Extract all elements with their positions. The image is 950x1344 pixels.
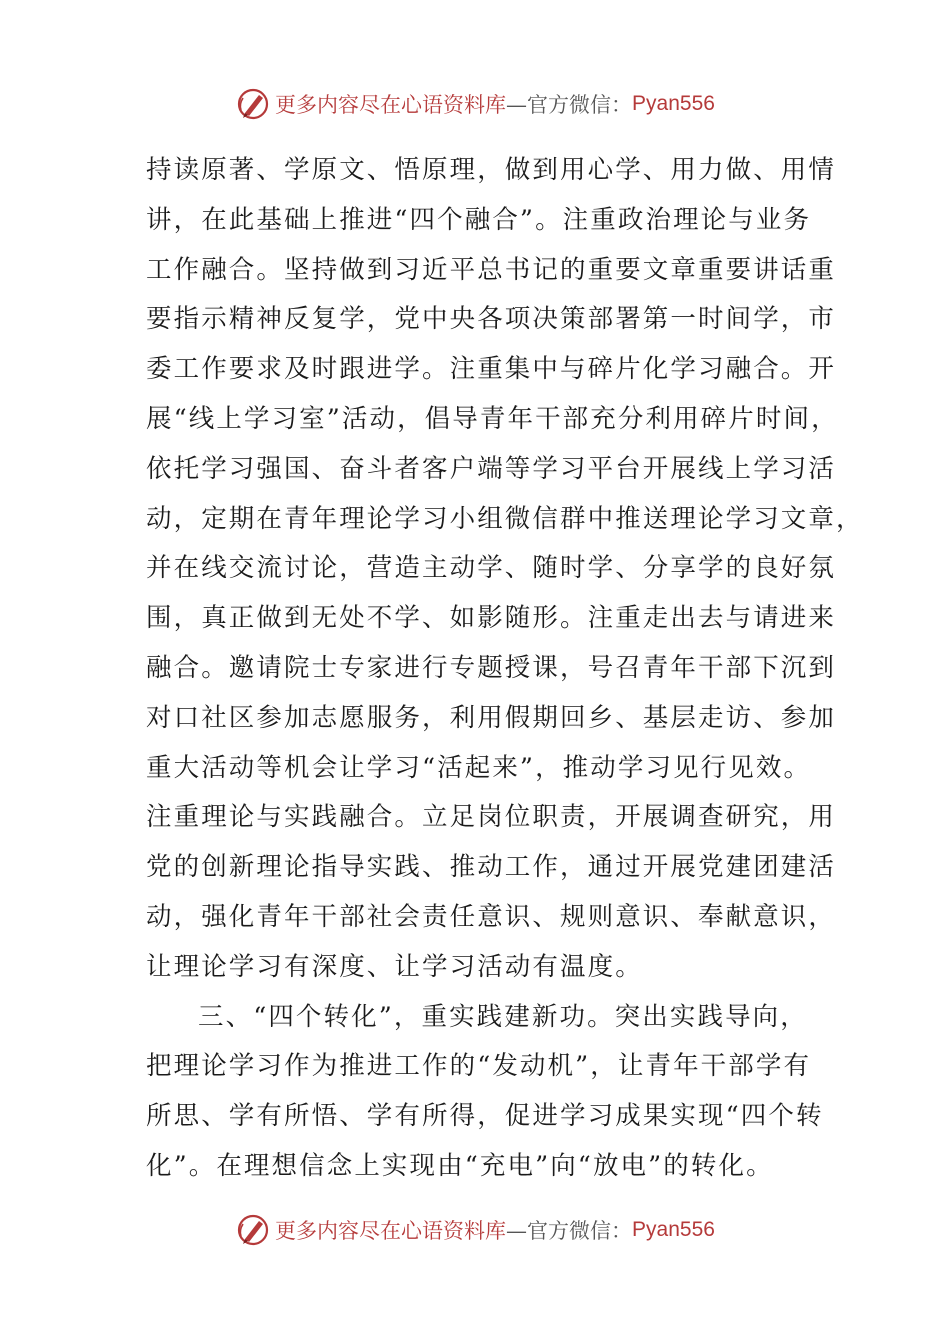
pen-logo-icon — [235, 1212, 271, 1248]
banner-wechat-id: Pyan556 — [632, 92, 715, 115]
paragraph-start-line: 三、“四个转化”，重实践建新功。突出实践导向， — [198, 1001, 808, 1032]
text-line: 动，强化青年干部社会责任意识、规则意识、奉献意识， — [146, 901, 837, 932]
text-line: 把理论学习作为推进工作的“发动机”，让青年干部学有 — [146, 1051, 812, 1082]
text-line: 展“线上学习室”活动，倡导青年干部充分利用碎片时间， — [146, 403, 839, 434]
text-line: 委工作要求及时跟进学。注重集中与碎片化学习融合。开 — [146, 354, 837, 385]
pen-logo-icon — [235, 86, 271, 122]
text-line: 重大活动等机会让学习“活起来”，推动学习见行见效。 — [146, 752, 812, 783]
text-line: 党的创新理论指导实践、推动工作，通过开展党建团建活 — [146, 852, 837, 883]
banner-wechat-label: —官方微信： — [506, 93, 633, 117]
banner-wechat-id: Pyan556 — [632, 1218, 715, 1241]
banner-wechat-label: —官方微信： — [506, 1219, 633, 1243]
text-line: 让理论学习有深度、让学习活动有温度。 — [146, 951, 643, 982]
text-line: 动，定期在青年理论学习小组微信群中推送理论学习文章， — [146, 503, 864, 534]
header-watermark-banner — [0, 84, 950, 124]
text-line: 融合。邀请院士专家进行专题授课，号召青年干部下沉到 — [146, 652, 837, 683]
text-line: 要指示精神反复学，党中央各项决策部署第一时间学，市 — [146, 304, 837, 335]
text-line: 化”。在理想信念上实现由“充电”向“放电”的转化。 — [146, 1150, 774, 1181]
text-line: 围，真正做到无处不学、如影随形。注重走出去与请进来 — [146, 603, 837, 634]
text-line: 并在线交流讨论，营造主动学、随时学、分享学的良好氛 — [146, 553, 837, 584]
text-line: 讲，在此基础上推进“四个融合”。注重政治理论与业务 — [146, 204, 812, 235]
footer-watermark-banner — [0, 1210, 950, 1250]
banner-site-text: 更多内容尽在心语资料库 — [275, 93, 507, 117]
banner-site-text: 更多内容尽在心语资料库 — [275, 1219, 507, 1243]
text-line: 对口社区参加志愿服务，利用假期回乡、基层走访、参加 — [146, 702, 837, 733]
text-line: 持读原著、学原文、悟原理，做到用心学、用力做、用情 — [146, 155, 837, 185]
text-line: 注重理论与实践融合。立足岗位职责，开展调查研究，用 — [146, 802, 837, 833]
article-body — [146, 146, 864, 1192]
text-line: 工作融合。坚持做到习近平总书记的重要文章重要讲话重 — [146, 254, 837, 285]
text-line: 依托学习强国、奋斗者客户端等学习平台开展线上学习活 — [146, 453, 837, 484]
text-line: 所思、学有所悟、学有所得，促进学习成果实现“四个转 — [146, 1101, 824, 1132]
